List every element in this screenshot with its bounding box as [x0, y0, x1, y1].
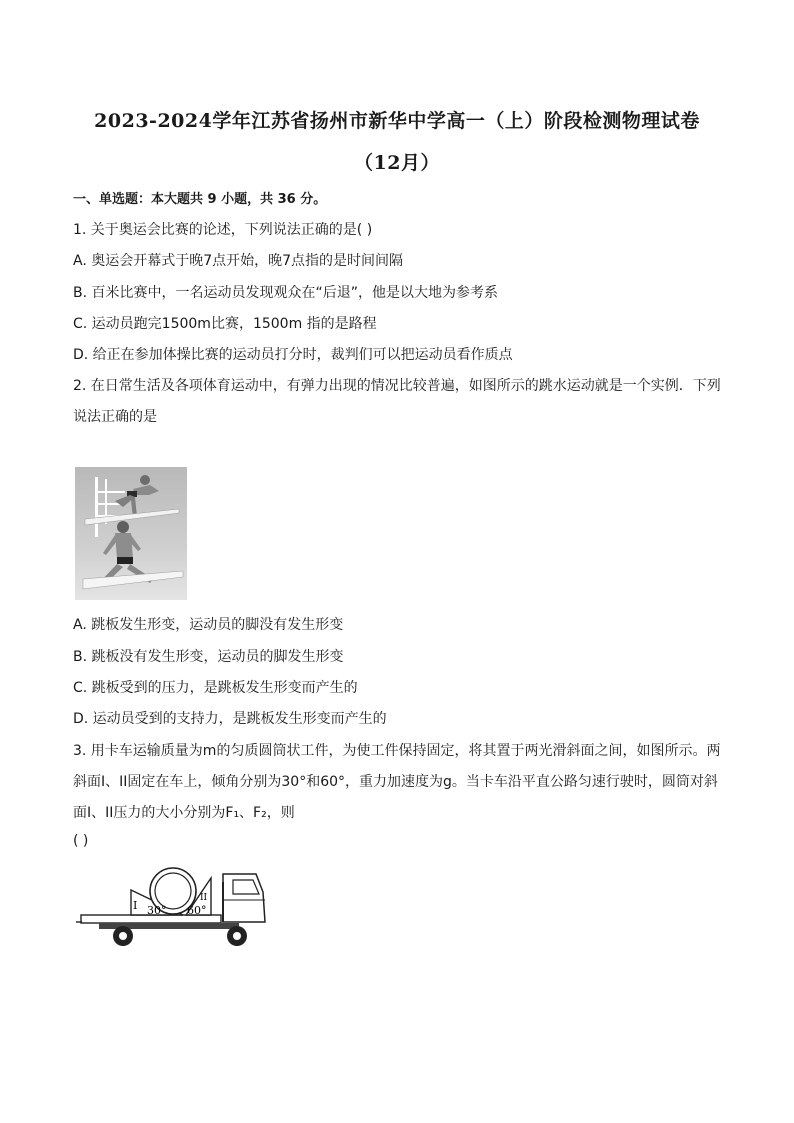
q1-option-c: C. 运动员跑完1500m比赛，1500m 指的是路程 [73, 316, 377, 332]
truck-diagram [73, 858, 273, 954]
q1-option-d: D. 给正在参加体操比赛的运动员打分时，裁判们可以把运动员看作质点 [73, 347, 513, 363]
q3-answer-blank: ( ) [73, 833, 89, 849]
q2-option-b: B. 跳板没有发生形变，运动员的脚发生形变 [73, 649, 344, 665]
q3-stem-continued: 斜面I、II固定在车上，倾角分别为30°和60°，重力加速度为g。当卡车沿平直公路匀速行驶时，圆筒对斜 [73, 774, 718, 790]
q3-stem-end: 面I、II压力的大小分别为F₁、F₂，则 [73, 805, 295, 821]
angle-label-60: 60° [187, 904, 207, 917]
q2-option-a: A. 跳板发生形变，运动员的脚没有发生形变 [73, 617, 344, 633]
q2-stem: 2. 在日常生活及各项体育运动中，有弹力出现的情况比较普遍，如图所示的跳水运动就是一个实例．下列 [73, 378, 721, 394]
q2-option-d: D. 运动员受到的支持力，是跳板发生形变而产生的 [73, 711, 387, 727]
section-heading: 一、单选题：本大题共 9 小题，共 36 分。 [73, 192, 327, 207]
q3-stem: 3. 用卡车运输质量为m的匀质圆筒状工件，为使工件保持固定，将其置于两光滑斜面之间，如图所示。两 [73, 743, 721, 759]
exam-title-month: （12月） [354, 152, 440, 174]
q1-option-b: B. 百米比赛中，一名运动员发现观众在“后退”，他是以大地为参考系 [73, 285, 499, 301]
diving-photo [75, 467, 187, 600]
q1-option-a: A. 奥运会开幕式于晚7点开始，晚7点指的是时间间隔 [73, 253, 404, 269]
exam-title: 2023-2024学年江苏省扬州市新华中学高一（上）阶段检测物理试卷 [94, 110, 700, 132]
q2-option-c: C. 跳板受到的压力，是跳板发生形变而产生的 [73, 680, 358, 696]
incline-label-i: I [133, 899, 138, 912]
q2-stem-continued: 说法正确的是 [73, 409, 157, 425]
incline-label-ii: II [200, 893, 208, 903]
q1-stem: 1. 关于奥运会比赛的论述，下列说法正确的是( ) [73, 222, 373, 238]
angle-label-30: 30° [147, 904, 167, 917]
